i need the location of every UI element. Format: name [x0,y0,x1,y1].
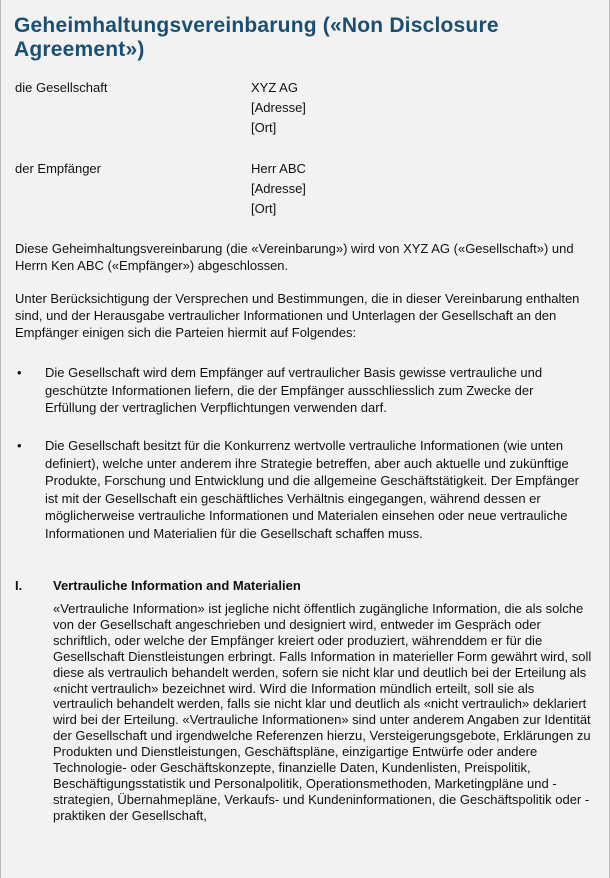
party-recipient-address: [Adresse] [251,181,306,196]
party-recipient-details [251,159,451,219]
preamble-paragraph: Unter Berücksichtigung der Versprechen und Bestimmungen, die in dieser Vereinbarung enthalten sind, und der Herausgabe vertraulicher Informationen und Unterlagen der Gesellschaft an den Empfänger einigen sich die Parteien hiermit auf Folgendes: [15,291,580,340]
party-company-place: [Ort] [251,120,277,135]
list-item-text: Die Gesellschaft wird dem Empfänger auf vertraulicher Basis gewisse vertrauliche und geschützte Informationen liefern, die der Empfänger ausschliesslich zum Zwecke der Erfüllung der vertraglichen Verpflichtungen verwenden darf. [45,365,543,415]
party-company-name: XYZ AG [251,80,298,95]
section-number: I. [15,578,23,593]
bullet-icon: • [17,438,22,453]
list-item-text: Die Gesellschaft besitzt für die Konkurrenz wertvolle vertrauliche Informationen (wie unten definiert), welche unter anderem ihre Strategie betreffen, aber auch aktuelle und zukünftige Produkte, Forschung und Entwicklung und die allgemeine Geschäftstätigkeit. Der Empfänger ist mit der Gesellschaft ein geschäftliches Verhältnis eingegangen, während dessen er möglicherweise vertrauliche Informationen und Materialen einsehen oder neue vertrauliche Informationen und Materialien für die Gesellschaft schaffen muss. [45,438,580,541]
party-company-details [251,78,451,138]
party-recipient-label: der Empfänger [15,161,101,176]
party-company-address: [Adresse] [251,100,306,115]
document-title: Geheimhaltungsvereinbarung («Non Disclosure Agreement») [14,14,499,61]
party-recipient-place: [Ort] [251,201,277,216]
party-recipient-name: Herr ABC [251,161,306,176]
party-company-label: die Gesellschaft [15,80,108,95]
section-body: «Vertrauliche Information» ist jegliche nicht öffentlich zugängliche Information, die als solche von der Gesellschaft angeschrieben und designiert wird, entweder im Gespräch oder schriftlich, oder welche der Empfänger kreiert oder produziert, währenddem er für die Gesellschaft Dienstleistungen erbringt. Falls Information in materieller Form gewährt wird, soll diese als vertraulich behandelt werden, sofern sie nicht klar und deutlich bei der Erteilung als «nicht vertraulich» bezeichnet wird. Wird die Information mündlich erteilt, soll sie als vertraulich behandelt werden, falls sie nicht klar und deutlich als «nicht vertraulich» deklariert wird bei der Erteilung. «Vertrauliche Informationen» sind unter anderem Angaben zur Identität der Gesellschaft und irgendwelche Referenzen hierzu, Versteigerungsgebote, Erklärungen zu Produkten und Dienstleistungen, Geschäftspläne, einzigartige Entwürfe oder andere Technologie- oder Geschäftskonzepte, finanzielle Daten, Kundenlisten, Preispolitik, Beschäftigungsstatistik und Personalpolitik, Operationsmethoden, Marketingpläne und -strategien, Übernahmepläne, Verkaufs- und Kundeninformationen, die Geschäftspolitik oder -praktiken der Gesellschaft, [53,601,592,823]
section-title: Vertrauliche Information and Materialien [53,578,301,593]
bullet-icon: • [17,365,22,380]
intro-paragraph: Diese Geheimhaltungsvereinbarung (die «Vereinbarung») wird von XYZ AG («Gesellschaft») und Herrn Ken ABC («Empfänger») abgeschlossen. [15,241,574,273]
